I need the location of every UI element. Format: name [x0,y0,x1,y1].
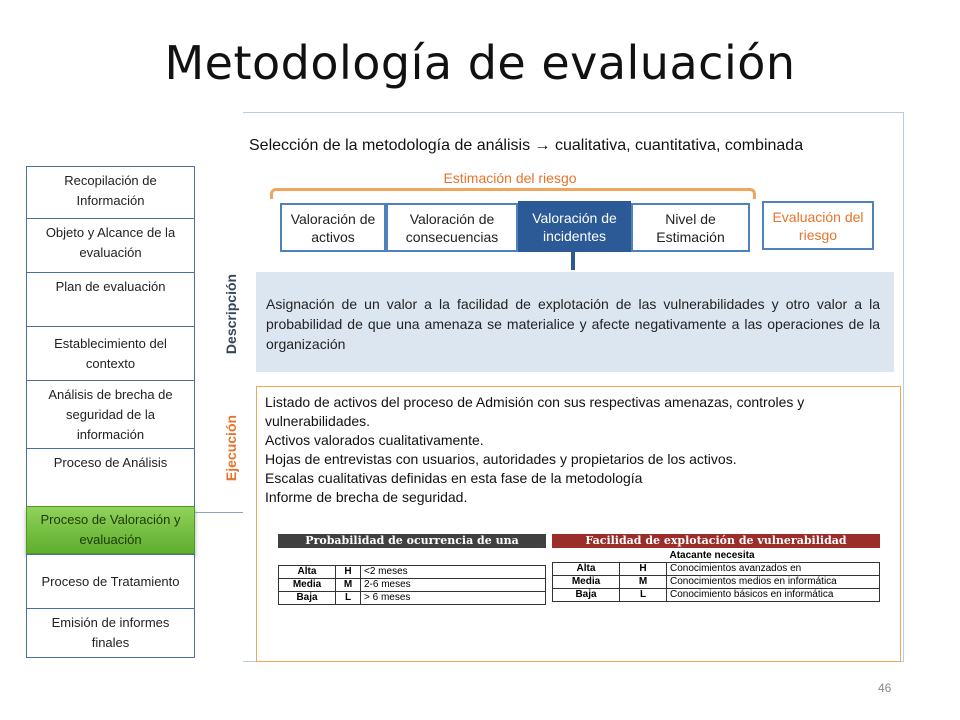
step-proceso-tratamiento[interactable]: Proceso de Tratamiento [26,554,195,608]
table-cell: L [620,589,667,602]
fac-table-title: Facilidad de explotación de vulnerabilidad [552,534,880,548]
estimation-bracket [270,188,756,199]
prob-table-title: Probabilidad de ocurrencia de una amenaza [278,534,546,548]
step-objeto-alcance[interactable]: Objeto y Alcance de la evaluación [26,218,195,272]
phase-valoracion-incidentes[interactable]: Valoración de incidentes [518,201,631,252]
table-row [553,589,880,602]
table-cell: Media [553,576,620,589]
ejecucion-label: Ejecución [223,414,239,482]
table-cell: Conocimiento básicos en informática [667,589,880,602]
table-cell: 2-6 meses [361,579,546,592]
table-row [553,550,880,563]
execution-box [256,386,901,662]
phase-nivel-estimacion[interactable]: Nivel de Estimación [631,203,750,252]
table-cell: Baja [553,589,620,602]
execution-item: Escalas cualitativas definidas en esta fase de la metodología [265,470,643,486]
description-box [256,272,894,372]
table-row [279,592,546,605]
descripcion-label: Descripción [223,273,239,355]
step-proceso-analisis[interactable]: Proceso de Análisis [26,448,195,506]
prob-table [278,565,546,605]
table-row [553,563,880,576]
estimation-label: Estimación del riesgo [443,170,577,186]
table-cell: H [620,563,667,576]
phase-pointer [571,250,575,270]
table-cell: Media [279,579,336,592]
step-analisis-brecha[interactable]: Análisis de brecha de seguridad de la información [26,380,195,448]
page-number: 46 [878,681,892,695]
execution-item: Informe de brecha de seguridad. [265,489,468,505]
phase-valoracion-consecuencias[interactable]: Valoración de consecuencias [386,203,518,252]
fac-subheader: Atacante necesita [669,550,755,561]
table-cell: H [336,566,361,579]
table-cell: Alta [279,566,336,579]
execution-item: Hojas de entrevistas con usuarios, autoridades y propietarios de los activos. [265,451,737,467]
page-title: Metodología de evaluación [164,36,796,90]
table-cell: Alta [553,563,620,576]
table-cell: Conocimientos avanzados en [667,563,880,576]
table-row [279,579,546,592]
table-cell: M [336,579,361,592]
process-steps-list [26,166,195,658]
table-cell: Baja [279,592,336,605]
methodology-selection: Selección de la metodología de análisis → cualitativa, cuantitativa, combinada [249,137,804,154]
step-proceso-valoracion[interactable]: Proceso de Valoración y evaluación [26,506,195,554]
table-cell: L [336,592,361,605]
description-text: Asignación de un valor a la facilidad de explotación de las vulnerabilidades y otro valor a la probabilidad de que una amenaza se materialice y afecte negativamente a las operaciones de la organización [266,296,880,352]
step-plan-evaluacion[interactable]: Plan de evaluación [26,272,195,326]
fac-table [552,550,880,602]
phase-valoracion-activos[interactable]: Valoración de activos [280,203,386,252]
table-cell: M [620,576,667,589]
step-emision-informes[interactable]: Emisión de informes finales [26,608,195,658]
connector-line [195,512,243,513]
execution-item: Listado de activos del proceso de Admisión con sus respectivas amenazas, controles y vulnerabilidades. [265,394,805,429]
table-row [279,566,546,579]
table-cell: <2 meses [361,566,546,579]
table-cell: Conocimientos medios en informática [667,576,880,589]
table-row [553,576,880,589]
execution-item: Activos valorados cualitativamente. [265,432,484,448]
step-establecimiento-contexto[interactable]: Establecimiento del contexto [26,326,195,380]
step-recopilacion[interactable]: Recopilación de Información [26,166,195,218]
table-cell: > 6 meses [361,592,546,605]
phase-evaluacion-riesgo[interactable]: Evaluación del riesgo [762,201,874,250]
